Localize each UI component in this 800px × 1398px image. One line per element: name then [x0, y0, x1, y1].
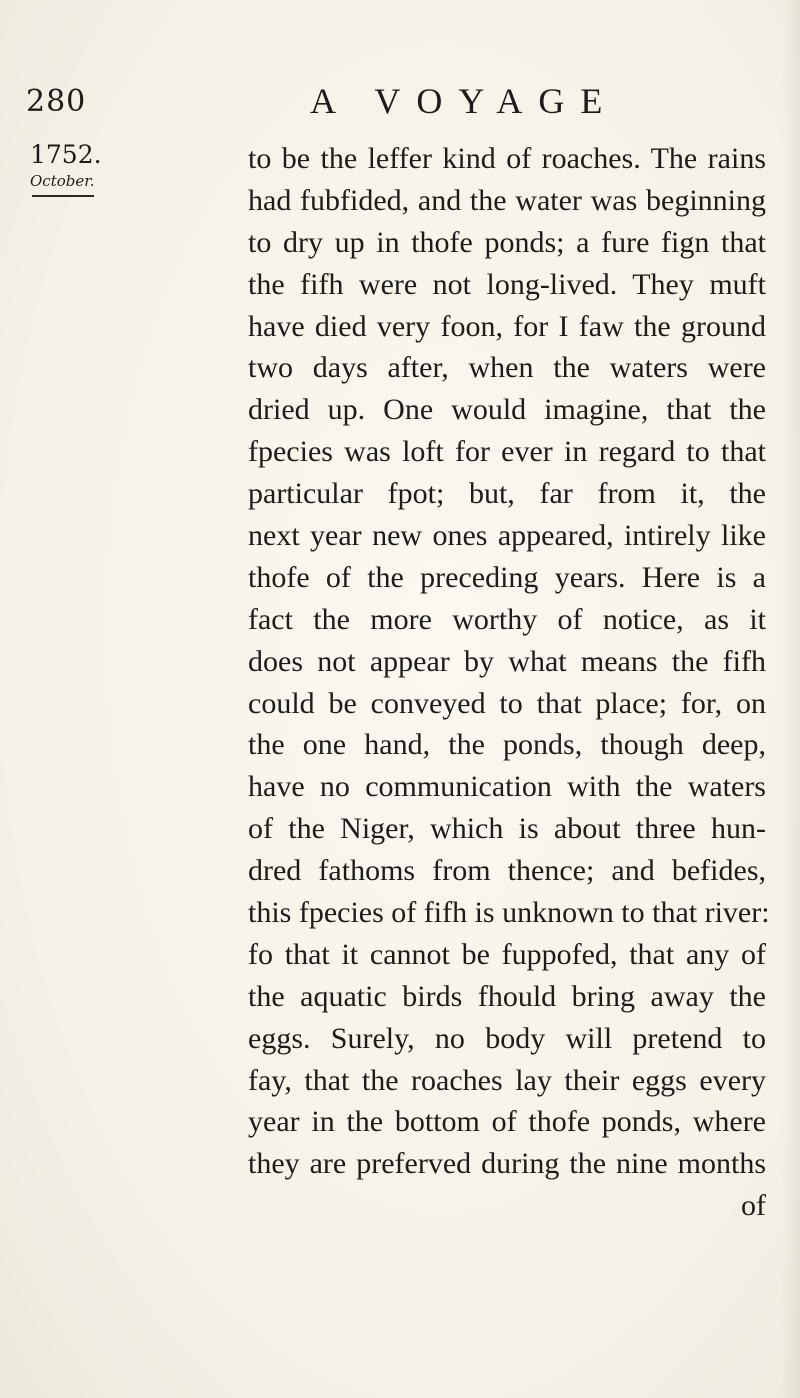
text-line: fpecies was loft for ever in regard to that — [248, 435, 766, 469]
text-line: the aquatic birds fhould bring away the — [248, 979, 766, 1013]
text-line: had fubfided, and the water was beginning — [248, 183, 766, 217]
margin-note-year: 1752. — [30, 140, 102, 169]
text-line: the one hand, the ponds, though deep, — [248, 728, 766, 762]
text-line: could be conveyed to that place; for, on — [248, 686, 766, 720]
margin-note-rule — [32, 195, 94, 197]
page-edge-shadow — [782, 0, 800, 1398]
text-line: to be the leffer kind of roaches. The rains — [248, 142, 766, 175]
text-line: have died very foon, for I faw the ground — [248, 309, 766, 343]
catchword: of — [741, 1189, 766, 1223]
text-line: dred fathoms from thence; and befides, — [248, 854, 766, 888]
running-head: A VOYAGE — [310, 81, 619, 121]
text-line: thofe of the preceding years. Here is a — [248, 560, 766, 594]
text-line: fay, that the roaches lay their eggs every — [248, 1063, 766, 1097]
text-line: of the Niger, which is about three hun- — [248, 812, 766, 846]
text-line: particular fpot; but, far from it, the — [248, 477, 766, 511]
page-number: 280 — [26, 84, 87, 119]
text-line: this fpecies of fifh is unknown to that river: — [248, 896, 770, 930]
text-line: to dry up in thofe ponds; a fure fign that — [248, 225, 766, 259]
text-line: year in the bottom of thofe ponds, where — [248, 1105, 766, 1139]
text-line: the fifh were not long-lived. They muft — [248, 267, 766, 301]
text-line: have no communication with the waters — [248, 770, 766, 804]
text-line: two days after, when the waters were — [248, 351, 766, 385]
text-line: does not appear by what means the fifh — [248, 644, 766, 678]
text-line: fo that it cannot be fuppofed, that any of — [248, 937, 766, 971]
text-line: fact the more worthy of notice, as it — [248, 602, 766, 636]
text-line: they are preferved during the nine months — [248, 1147, 766, 1181]
text-line: eggs. Surely, no body will pretend to — [248, 1021, 766, 1055]
margin-note-month: October. — [30, 172, 95, 190]
text-line: next year new ones appeared, intirely like — [248, 519, 766, 553]
text-line: dried up. One would imagine, that the — [248, 393, 766, 427]
body-text — [248, 138, 770, 1227]
